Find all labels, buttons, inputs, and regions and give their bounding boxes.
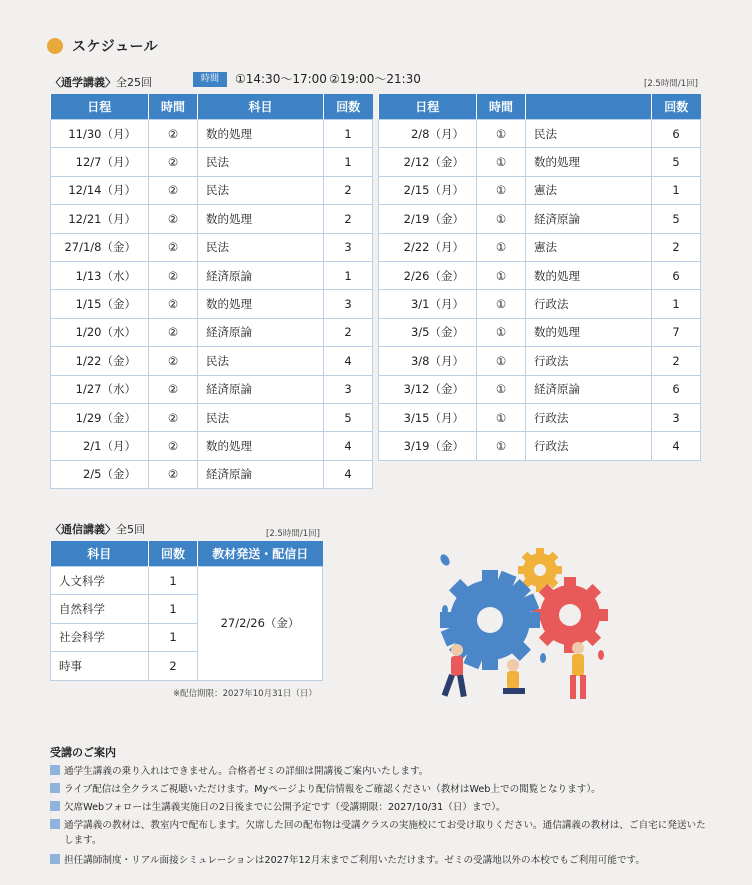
table-row — [51, 148, 373, 176]
cell-subject: 数的処理 — [198, 120, 324, 148]
delivery-date: 27/2/26（金） — [198, 567, 323, 681]
table-row — [379, 261, 701, 289]
table-row — [379, 347, 701, 375]
cell-time: ① — [477, 347, 526, 375]
cell-count: 7 — [652, 318, 701, 346]
teamwork-gears-illustration — [415, 540, 615, 705]
table-row — [51, 318, 373, 346]
time-slot-2: ②19:00〜21:30 — [329, 72, 421, 86]
cell-count: 1 — [149, 567, 198, 595]
cell-date: 3/12（金） — [379, 375, 477, 403]
guide-item-text: 担任講師制度・リアル面接シミュレーションは2027年12月末までご利用いただけます。ゼミの受講地以外の本校でもご利用可能です。 — [64, 855, 645, 866]
table-row — [379, 375, 701, 403]
cell-time: ② — [149, 460, 198, 488]
cell-count: 2 — [652, 347, 701, 375]
table-row — [379, 290, 701, 318]
guide-item-text: 欠席Webフォローは生講義実施日の2日後までに公開予定です（受講期限：2027/10/31（日）まで）。 — [64, 802, 506, 813]
cell-date: 1/13（水） — [51, 261, 149, 289]
left-header-1: 時間 — [149, 94, 198, 120]
table-row — [379, 432, 701, 460]
cell-subject: 数的処理 — [526, 261, 652, 289]
cell-subject: 数的処理 — [198, 432, 324, 460]
table-row — [379, 205, 701, 233]
table-row — [51, 432, 373, 460]
cell-subject: 経済原論 — [526, 375, 652, 403]
right-header-3: 回数 — [652, 94, 701, 120]
cell-count: 3 — [324, 290, 373, 318]
corr-header-0: 科目 — [51, 541, 149, 567]
cell-date: 1/20（水） — [51, 318, 149, 346]
cell-date: 2/22（月） — [379, 233, 477, 261]
cell-count: 4 — [324, 432, 373, 460]
cell-subject: 行政法 — [526, 290, 652, 318]
cell-count: 5 — [652, 148, 701, 176]
cell-count: 1 — [324, 120, 373, 148]
right-header-1: 時間 — [477, 94, 526, 120]
table-row — [51, 120, 373, 148]
cell-date: 3/8（月） — [379, 347, 477, 375]
cell-time: ② — [149, 148, 198, 176]
cell-count: 1 — [652, 176, 701, 204]
cell-time: ① — [477, 318, 526, 346]
table-row — [379, 120, 701, 148]
cell-subject: 憲法 — [526, 233, 652, 261]
cell-date: 2/26（金） — [379, 261, 477, 289]
guide-item — [50, 764, 710, 779]
square-bullet-icon — [50, 783, 60, 793]
cell-count: 5 — [652, 205, 701, 233]
table-row — [51, 290, 373, 318]
table-row — [379, 233, 701, 261]
cell-subject: 人文科学 — [51, 567, 149, 595]
table-row — [379, 176, 701, 204]
guide-item — [50, 782, 710, 797]
section-title: スケジュール — [72, 39, 159, 55]
cell-subject: 憲法 — [526, 176, 652, 204]
cell-subject: 時事 — [51, 652, 149, 680]
cell-subject: 民法 — [198, 233, 324, 261]
table-row — [379, 403, 701, 431]
cell-time: ② — [149, 318, 198, 346]
cell-time: ① — [477, 176, 526, 204]
table-row — [51, 233, 373, 261]
cell-time: ① — [477, 120, 526, 148]
correspondence-count: 全5回 — [116, 523, 145, 536]
cell-time: ① — [477, 233, 526, 261]
commute-duration-note: [2.5時間/1回] — [644, 79, 698, 89]
square-bullet-icon — [50, 819, 60, 829]
cell-subject: 経済原論 — [198, 261, 324, 289]
cell-time: ② — [149, 403, 198, 431]
cell-date: 12/7（月） — [51, 148, 149, 176]
cell-subject: 民法 — [198, 176, 324, 204]
corr-header-2: 教材発送・配信日 — [198, 541, 323, 567]
red-gear-icon — [532, 577, 608, 653]
cell-subject: 数的処理 — [198, 290, 324, 318]
cell-subject: 数的処理 — [526, 148, 652, 176]
cell-date: 2/8（月） — [379, 120, 477, 148]
guide-item-text: ライブ配信は全クラスご視聴いただけます。Myページより配信情報をご確認ください（教材はWeb上での閲覧となります）。 — [64, 784, 601, 795]
cell-time: ① — [477, 375, 526, 403]
table-row — [379, 318, 701, 346]
cell-time: ② — [149, 120, 198, 148]
cell-time: ① — [477, 290, 526, 318]
cell-time: ② — [149, 261, 198, 289]
cell-date: 12/14（月） — [51, 176, 149, 204]
cell-date: 2/15（月） — [379, 176, 477, 204]
cell-date: 11/30（月） — [51, 120, 149, 148]
section-bullet-icon — [47, 38, 63, 54]
cell-date: 3/19（金） — [379, 432, 477, 460]
cell-time: ② — [149, 176, 198, 204]
cell-date: 27/1/8（金） — [51, 233, 149, 261]
guide-item-text: 通学講義の教材は、教室内で配布します。欠席した回の配布物は受講クラスの実施校にてお受け取りください。通信講義の教材は、ご自宅に発送いたします。 — [64, 820, 706, 846]
table-row — [51, 261, 373, 289]
commute-title: 〈通学講義〉 — [50, 76, 116, 89]
cell-date: 3/5（金） — [379, 318, 477, 346]
time-slot-1: ①14:30〜17:00 — [235, 72, 327, 86]
cell-date: 2/5（金） — [51, 460, 149, 488]
table-row — [51, 460, 373, 488]
cell-count: 2 — [324, 318, 373, 346]
cell-count: 1 — [324, 148, 373, 176]
cell-subject: 行政法 — [526, 347, 652, 375]
cell-date: 1/22（金） — [51, 347, 149, 375]
cell-subject: 民法 — [198, 347, 324, 375]
cell-time: ① — [477, 432, 526, 460]
correspondence-title: 〈通信講義〉 — [50, 523, 116, 536]
cell-time: ① — [477, 261, 526, 289]
corr-header-1: 回数 — [149, 541, 198, 567]
cell-subject: 民法 — [526, 120, 652, 148]
guide-item-text: 通学生講義の乗り入れはできません。合格者ゼミの詳細は開講後ご案内いたします。 — [64, 766, 429, 777]
guide-item — [50, 818, 710, 848]
cell-count: 2 — [324, 205, 373, 233]
cell-time: ② — [149, 290, 198, 318]
cell-subject: 自然科学 — [51, 595, 149, 623]
table-row — [51, 375, 373, 403]
cell-subject: 民法 — [198, 148, 324, 176]
cell-date: 3/1（月） — [379, 290, 477, 318]
correspondence-course-title — [50, 521, 145, 537]
cell-subject: 経済原論 — [526, 205, 652, 233]
cell-subject: 行政法 — [526, 403, 652, 431]
cell-date: 12/21（月） — [51, 205, 149, 233]
table-row — [51, 567, 323, 595]
cell-count: 4 — [324, 460, 373, 488]
schedule-table-left — [50, 94, 373, 489]
cell-subject: 社会科学 — [51, 623, 149, 651]
left-header-2: 科目 — [198, 94, 324, 120]
left-header-3: 回数 — [324, 94, 373, 120]
right-header-2 — [526, 94, 652, 120]
right-header-0: 日程 — [379, 94, 477, 120]
cell-count: 5 — [324, 403, 373, 431]
cell-count: 3 — [324, 375, 373, 403]
commute-course-title — [50, 74, 152, 90]
cell-count: 4 — [652, 432, 701, 460]
cell-subject: 経済原論 — [198, 318, 324, 346]
cell-count: 4 — [324, 347, 373, 375]
cell-time: ① — [477, 403, 526, 431]
schedule-table-right — [378, 94, 701, 461]
guide-item — [50, 800, 710, 815]
table-row — [51, 403, 373, 431]
delivery-deadline: ※配信期限：2027年10月31日（日） — [173, 689, 317, 699]
cell-count: 6 — [652, 120, 701, 148]
table-row — [379, 148, 701, 176]
cell-subject: 経済原論 — [198, 375, 324, 403]
cell-date: 1/29（金） — [51, 403, 149, 431]
cell-count: 1 — [149, 623, 198, 651]
table-row — [51, 347, 373, 375]
cell-subject: 数的処理 — [198, 205, 324, 233]
cell-date: 2/19（金） — [379, 205, 477, 233]
guide-item — [50, 853, 710, 868]
cell-subject: 行政法 — [526, 432, 652, 460]
cell-count: 1 — [324, 261, 373, 289]
person-middle-icon — [503, 659, 525, 694]
cell-date: 2/12（金） — [379, 148, 477, 176]
cell-date: 2/1（月） — [51, 432, 149, 460]
cell-time: ② — [149, 205, 198, 233]
cell-count: 3 — [652, 403, 701, 431]
correspondence-duration-note: [2.5時間/1回] — [266, 529, 320, 539]
cell-count: 1 — [652, 290, 701, 318]
cell-date: 1/15（金） — [51, 290, 149, 318]
table-row — [51, 176, 373, 204]
cell-date: 3/15（月） — [379, 403, 477, 431]
square-bullet-icon — [50, 801, 60, 811]
cell-time: ② — [149, 347, 198, 375]
left-header-0: 日程 — [51, 94, 149, 120]
correspondence-table — [50, 541, 323, 681]
cell-time: ② — [149, 233, 198, 261]
cell-count: 6 — [652, 375, 701, 403]
cell-date: 1/27（水） — [51, 375, 149, 403]
cell-subject: 経済原論 — [198, 460, 324, 488]
cell-time: ② — [149, 432, 198, 460]
cell-count: 1 — [149, 595, 198, 623]
cell-subject: 民法 — [198, 403, 324, 431]
square-bullet-icon — [50, 765, 60, 775]
cell-count: 3 — [324, 233, 373, 261]
commute-count: 全25回 — [116, 76, 152, 89]
cell-count: 2 — [652, 233, 701, 261]
cell-count: 2 — [149, 652, 198, 680]
cell-count: 6 — [652, 261, 701, 289]
cell-count: 2 — [324, 176, 373, 204]
guide-title: 受講のご案内 — [50, 746, 116, 759]
cell-time: ② — [149, 375, 198, 403]
square-bullet-icon — [50, 854, 60, 864]
table-row — [51, 205, 373, 233]
cell-time: ① — [477, 148, 526, 176]
time-badge: 時間 — [193, 72, 227, 87]
cell-time: ① — [477, 205, 526, 233]
cell-subject: 数的処理 — [526, 318, 652, 346]
